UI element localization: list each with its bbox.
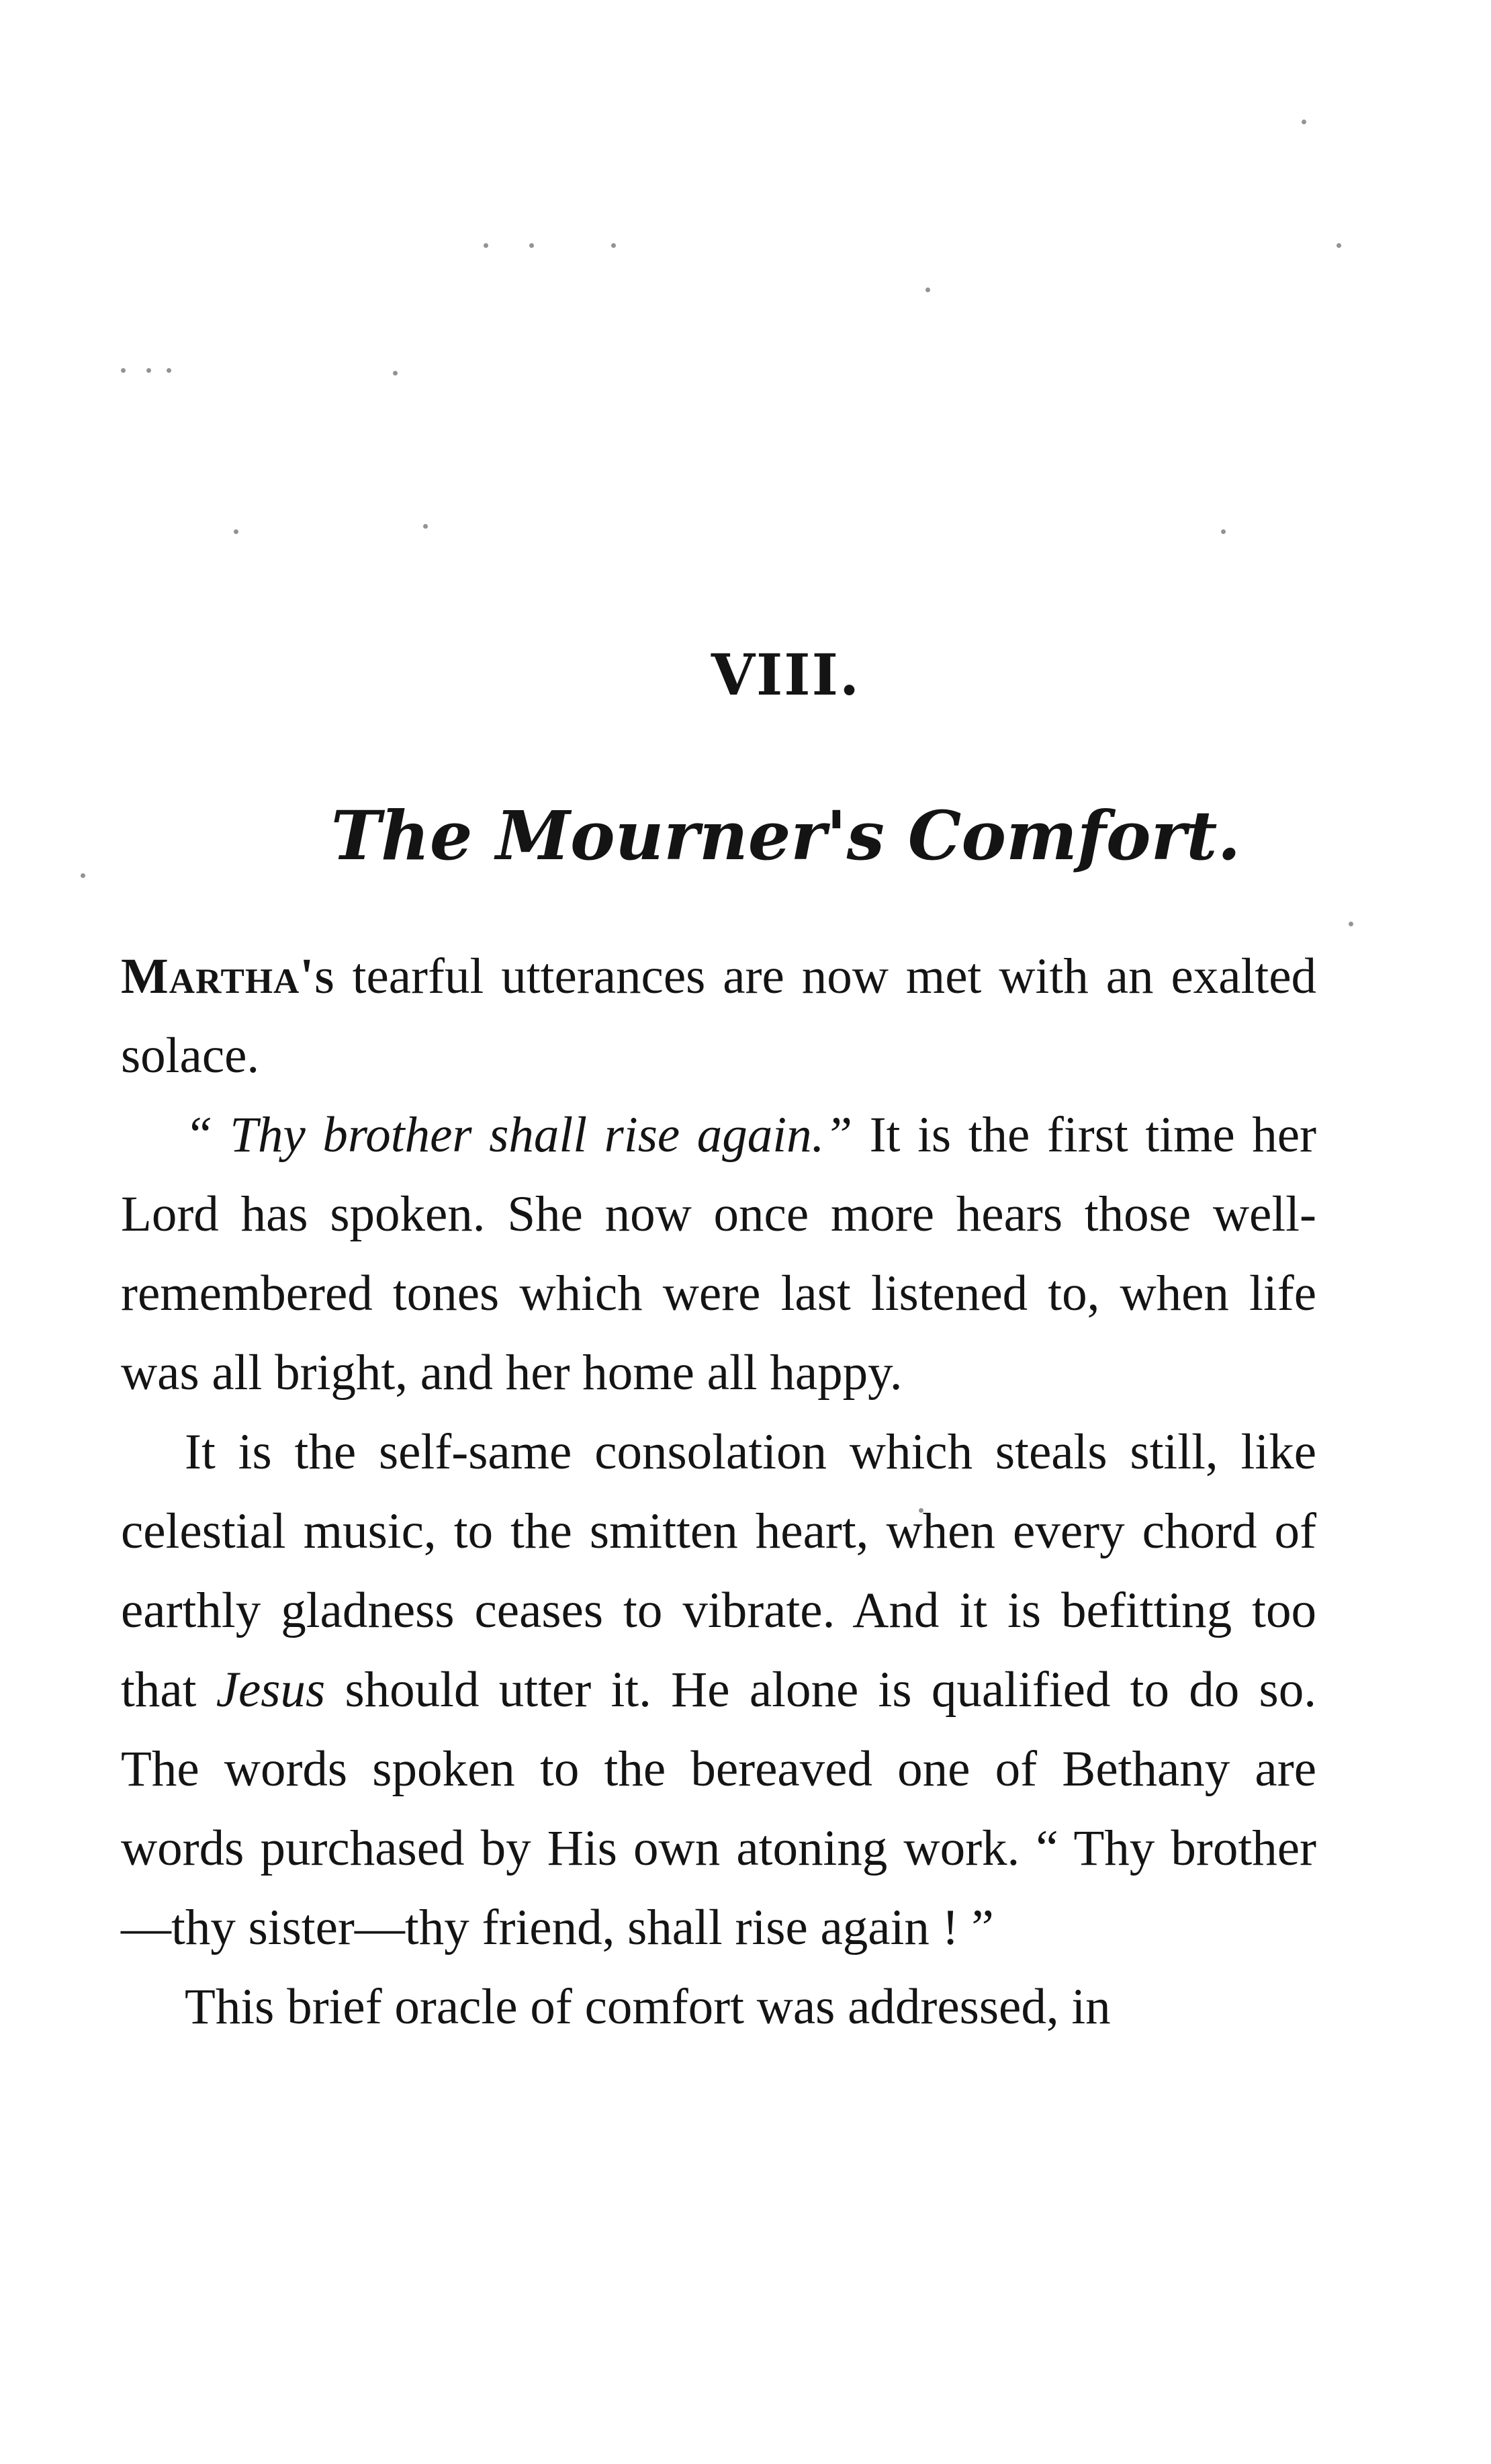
emphasis-word: Jesus: [216, 1662, 326, 1718]
paragraph-2: [121, 1096, 1316, 1413]
quotation: “ Thy brother shall rise again.”: [185, 1107, 853, 1163]
body-text: [121, 937, 1316, 2047]
paragraph-3: [121, 1413, 1316, 1968]
paragraph-3-text-before: It is the self-same consolation which steals still, like celestial music, to the smitten heart, when every chord of earthly gladness ceases to vibrate. And it is befitting too that: [121, 1424, 1316, 1718]
paragraph-1: [121, 937, 1316, 1096]
paragraph-2-text: It is the first time her Lord has spoken. She now once more hears those well-remembered tones which were last listened to, when life was all bright, and her home all happy.: [121, 1107, 1316, 1401]
paragraph-4: [121, 1968, 1316, 2047]
chapter-title: The Mourner's Comfort.: [330, 796, 1241, 875]
paragraph-1-text: tearful utterances are now met with an exalted solace.: [121, 949, 1316, 1084]
paragraph-3-text-after: should utter it. He alone is qualified to do so. The words spoken to the bereaved one of Bethany are words purchased by His own atoning work. “ Thy brother —thy sister—thy friend, shall rise again ! ”: [121, 1662, 1316, 1955]
paragraph-4-text: This brief oracle of comfort was addressed, in: [185, 1979, 1111, 2035]
name-smallcaps: Martha's: [121, 949, 335, 1004]
chapter-number: VIII.: [711, 642, 861, 708]
